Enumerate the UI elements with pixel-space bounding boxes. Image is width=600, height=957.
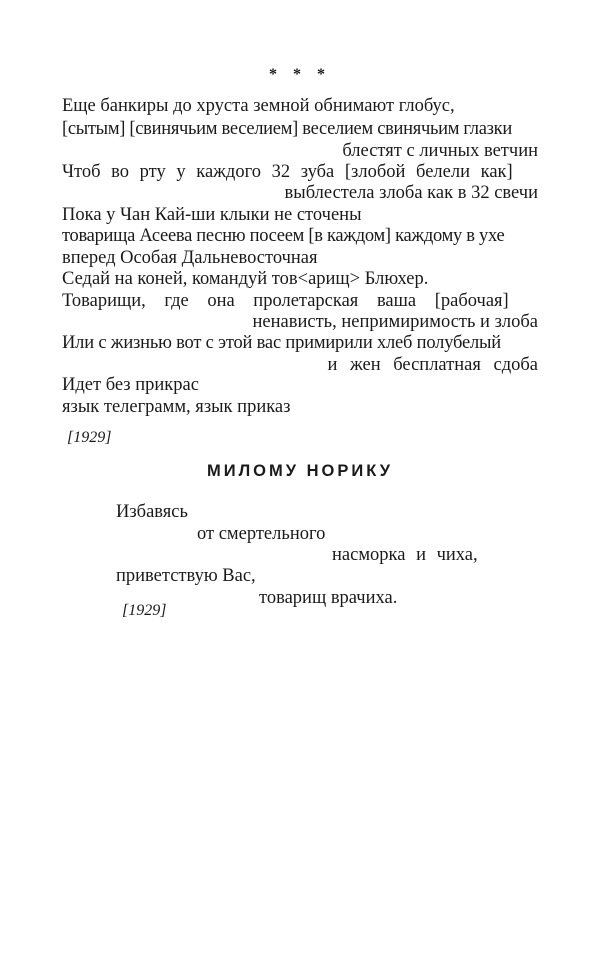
poem-line: и жен бесплатная сдоба bbox=[327, 355, 538, 375]
poem-line: язык телеграмм, язык приказ bbox=[62, 397, 291, 417]
poem-line: блестят с личных ветчин bbox=[342, 141, 538, 161]
poem-line: вперед Особая Дальневосточная bbox=[62, 248, 318, 268]
poem-line: ненависть, непримиримость и злоба bbox=[252, 312, 538, 332]
poem-line: товарища Асеева песню посеем [в каждом] каждому в ухе bbox=[62, 226, 505, 246]
poem-date: [1929] bbox=[122, 602, 167, 619]
poem-title: МИЛОМУ НОРИКУ bbox=[207, 462, 393, 480]
poem-line: от смертельного bbox=[197, 524, 326, 544]
poem-line: Чтоб во рту у каждого 32 зуба [злобой белели как] bbox=[62, 162, 513, 182]
poem-date: [1929] bbox=[67, 429, 112, 446]
poem-line: выблестела злоба как в 32 свечи bbox=[284, 183, 538, 203]
poem-line: Товарищи, где она пролетарская ваша [рабочая] bbox=[62, 291, 509, 311]
poem-line: [сытым] [свинячьим веселием] веселием свинячьим глазки bbox=[62, 119, 512, 139]
poem-line: Или с жизнью вот с этой вас примирили хлеб полубелый bbox=[62, 333, 501, 353]
poem-line: Седай на коней, командуй тов<арищ> Блюхер. bbox=[62, 269, 429, 289]
poem-line: Избавясь bbox=[116, 502, 188, 522]
poem-line: приветствую Вас, bbox=[116, 566, 256, 586]
poem-line: Идет без прикрас bbox=[62, 375, 199, 395]
poem-line: Еще банкиры до хруста земной обнимают глобус, bbox=[62, 96, 455, 116]
poem-line: насморка и чиха, bbox=[332, 545, 478, 565]
poem-line: товарищ врачиха. bbox=[259, 588, 398, 608]
section-separator: * * * bbox=[269, 66, 331, 83]
poem-line: Пока у Чан Кай-ши клыки не сточены bbox=[62, 205, 362, 225]
